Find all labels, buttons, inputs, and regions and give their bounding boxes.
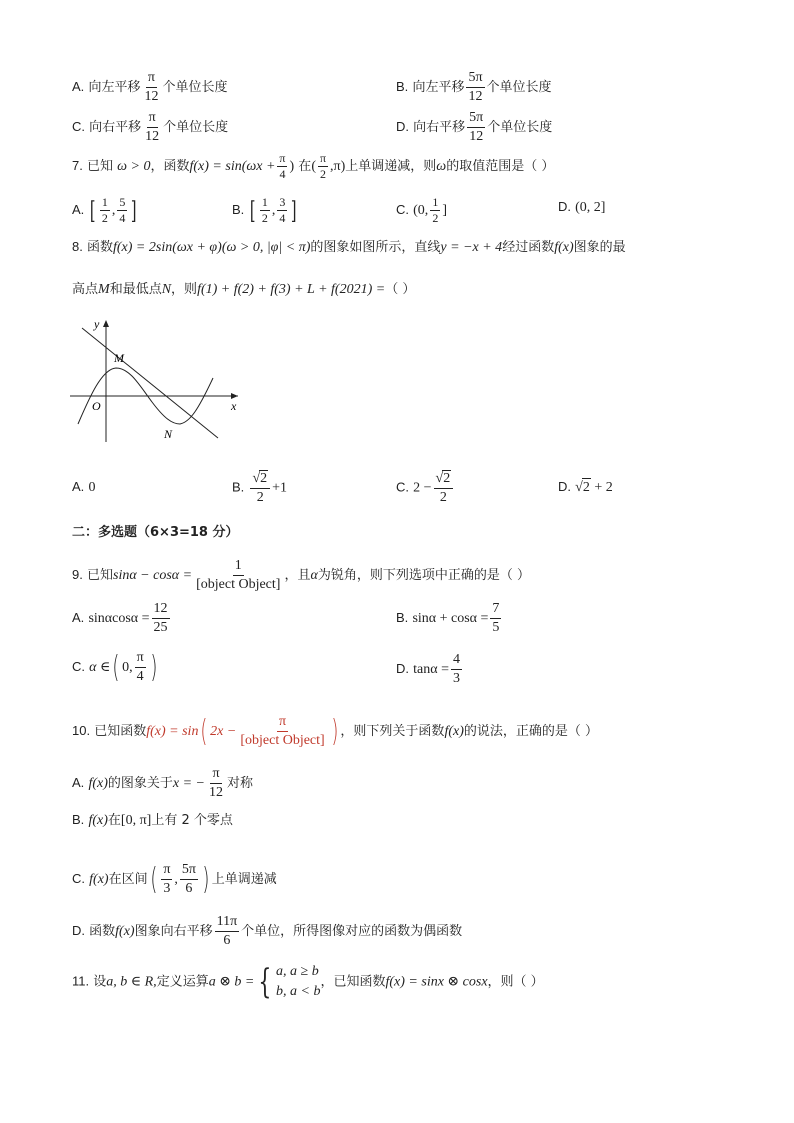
q9-option-c[interactable]: C. α ∈( 0, $\frac{\pi}{4}$ ) bbox=[72, 649, 158, 685]
fraction: $\frac{\pi}{4}$ bbox=[279, 151, 286, 181]
q10-option-d[interactable]: D. 函数f(x)图象向右平移 $\frac{11\pi}{6}$ 个单位，所得图像对应的函数为偶函数 bbox=[72, 914, 463, 948]
fraction: $\frac{11\pi}{6}$ bbox=[216, 914, 238, 948]
q10-option-b[interactable]: B. f(x)在[0, π]上有 2 个零点 bbox=[72, 812, 233, 828]
q9-option-a[interactable]: A. sinαcosα = $\frac{12}{25}$ bbox=[72, 601, 168, 635]
point-m-label: M bbox=[114, 351, 124, 365]
fraction: $\frac{\pi}{12}$ bbox=[145, 110, 160, 144]
q7-option-d[interactable]: D. (0, 2] bbox=[558, 199, 606, 215]
fraction: $\frac{1}{2}$ bbox=[261, 195, 268, 225]
q7-option-b[interactable]: B. [ $\frac{1}{2}$ , $\frac{3}{4}$ ] bbox=[232, 195, 297, 225]
q10-option-c[interactable]: C. f(x)在区间( $\frac{\pi}{3}$ , $\frac{5\pi}{6}$ ) 上单调递减 bbox=[72, 861, 277, 897]
fraction: $\frac{\pi}{2}$ bbox=[319, 151, 327, 181]
fraction: $\frac{√2}{2}$ bbox=[250, 470, 270, 506]
y-axis-label: y bbox=[94, 317, 100, 331]
q9-stem: 9. 已知sinα − cosα = $\frac{1}{\text{[object Object]}}$ ，且α为锐角，则下列选项中正确的是（ ） bbox=[72, 558, 530, 592]
fraction: $\frac{12}{25}$ bbox=[153, 601, 168, 635]
fraction: $\frac{1}{\text{[object Object]}}$ bbox=[196, 558, 281, 592]
q9-option-b[interactable]: B. sinα + cosα = $\frac{7}{5}$ bbox=[396, 601, 500, 635]
q6-option-c[interactable]: C. 向右平移 $\frac{\pi}{12}$ 个单位长度 bbox=[72, 110, 229, 144]
fraction: $\frac{5}{4}$ bbox=[119, 195, 126, 225]
fraction: $\frac{\pi}{4}$ bbox=[136, 650, 144, 684]
q10-stem: 10. 已知函数f(x) = sin( 2x − $\frac{\pi}{\text{[object Object]}}$ ) ，则下列关于函数f(x)的说法，正确的是（ ） bbox=[72, 713, 599, 749]
fraction: $\frac{7}{5}$ bbox=[492, 601, 500, 635]
fraction: $\frac{1}{2}$ bbox=[101, 195, 108, 225]
q6-option-a[interactable]: A. 向左平移 $\frac{\pi}{12}$ 个单位长度 bbox=[72, 70, 228, 104]
fraction: $\frac{√2}{2}$ bbox=[434, 470, 454, 506]
q8-option-a[interactable]: A. 0 bbox=[72, 479, 96, 495]
x-axis-label: x bbox=[231, 399, 237, 413]
fraction: $\frac{5\pi}{12}$ bbox=[468, 70, 483, 104]
piecewise-cases: a, a ≥ b b, a < b bbox=[276, 964, 321, 999]
q10-option-a[interactable]: A. f(x)的图象关于x = − $\frac{\pi}{12}$ 对称 bbox=[72, 766, 254, 800]
q7-option-c[interactable]: C. (0, $\frac{1}{2}$ ] bbox=[396, 195, 447, 225]
section-title: 二：多选题（6×3=18 分） bbox=[72, 525, 239, 540]
q6-option-d[interactable]: D. 向右平移 $\frac{5\pi}{12}$ 个单位长度 bbox=[396, 110, 553, 144]
line-mn bbox=[82, 328, 218, 438]
q7-option-a[interactable]: A. [ $\frac{1}{2}$ , $\frac{5}{4}$ ] bbox=[72, 195, 137, 225]
q8-option-b[interactable]: B. $\frac{√2}{2}$ +1 bbox=[232, 471, 288, 505]
fraction: $\frac{5\pi}{6}$ bbox=[181, 862, 196, 896]
q8-stem-line2: 高点M和最低点N，则f(1) + f(2) + f(3) + L + f(2021) =（ ） bbox=[72, 282, 416, 297]
q6-option-b[interactable]: B. 向左平移 $\frac{5\pi}{12}$ 个单位长度 bbox=[396, 70, 552, 104]
q8-option-c[interactable]: C. 2 − $\frac{√2}{2}$ bbox=[396, 470, 455, 506]
point-n-label: N bbox=[164, 427, 173, 441]
q9-option-d[interactable]: D. tanα = $\frac{4}{3}$ bbox=[396, 652, 460, 686]
fraction: $\frac{\pi}{12}$ bbox=[144, 70, 159, 104]
fraction: $\frac{5\pi}{12}$ bbox=[469, 110, 484, 144]
q11-stem: 11. 设a, b ∈ R,定义运算a ⊗ b = { a, a ≥ b b, a < b ，已知函数f(x) = sinx ⊗ cosx，则（ ） bbox=[72, 962, 544, 1002]
fraction: $\frac{1}{2}$ bbox=[432, 195, 439, 225]
fraction: $\frac{\pi}{\text{[object Object]}}$ bbox=[240, 714, 325, 748]
q8-stem-line1: 8. 函数f(x) = 2sin(ωx + φ)(ω > 0, |φ| < π)的图象如图所示，直线y = −x + 4经过函数f(x)图象的最 bbox=[72, 239, 626, 255]
fraction: $\frac{\pi}{3}$ bbox=[163, 862, 171, 896]
fraction: $\frac{\pi}{12}$ bbox=[209, 766, 223, 800]
origin-label: O bbox=[92, 399, 101, 413]
q7-stem: 7. 已知 ω > 0，函数f(x) = sin(ωx + $\frac{\pi}{4}$ ) 在( $\frac{\pi}{2}$ ,π)上单调递减，则ω的取值范围是（ ） bbox=[72, 151, 555, 181]
q8-function-graph bbox=[68, 314, 243, 444]
q8-option-d[interactable]: D. √2 + 2 bbox=[558, 479, 613, 495]
fraction: $\frac{4}{3}$ bbox=[452, 652, 460, 686]
y-axis-arrow bbox=[103, 320, 109, 327]
fraction: $\frac{3}{4}$ bbox=[279, 195, 286, 225]
